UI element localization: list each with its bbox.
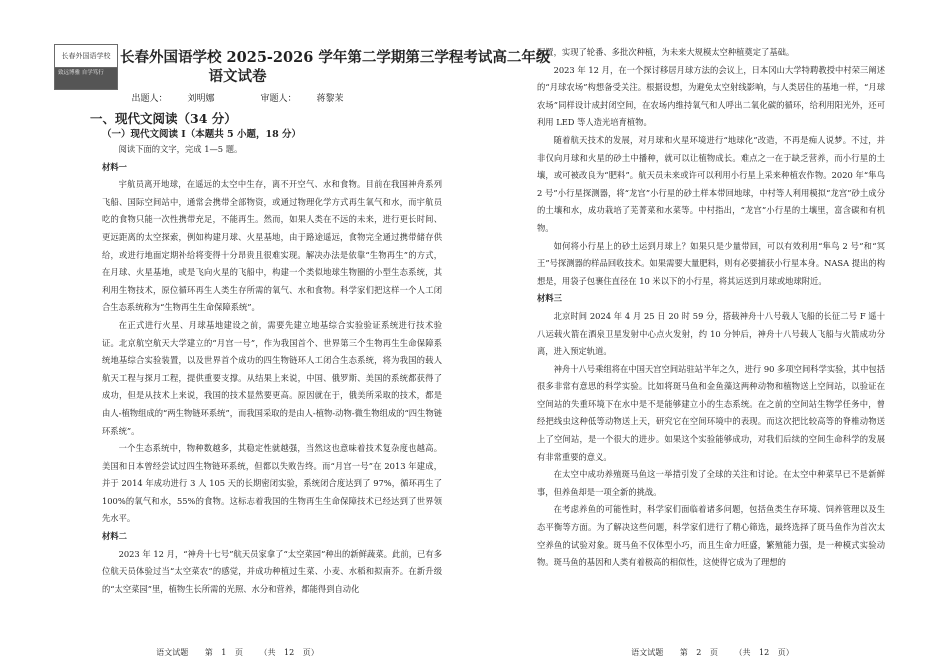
author-name: 刘明娜 xyxy=(187,94,215,104)
paragraph: 2023 年 12 月，在一个探讨移居月球方法的会议上，日本冈山大学特聘教授中村荣三阐述的“月球农场”构想备受关注。根据设想，为避免太空射线影响，与人类居住的基地一样，“月球农场”同样设计成封闭空间，在农场内维持氧气和人呼出二氧化碳的循环，给利用阳光外，还可利用 LED 等人造光培育植物。 xyxy=(537,64,885,128)
footer-total: （共 12 页） xyxy=(734,648,794,657)
footer-total: （共 12 页） xyxy=(259,648,319,657)
footer-subject: 语文试题 xyxy=(631,648,664,657)
paragraph: 如何将小行星上的砂土运到月球上？如果只是少量带回，可以有效利用“隼鸟 2 号”和“冥王”号探测器的样品回收技术。如果需要大量肥料，则有必要捕获小行星本身。NASA 提出的构想是，用袋子包裹住直径在 10 米以下的小行星，将其运送到月球或地球附近。 xyxy=(537,240,885,286)
material-heading: 材料三 xyxy=(537,293,562,304)
logo-text: 长春外国语学校 xyxy=(61,52,111,60)
material-heading: 材料二 xyxy=(102,531,127,542)
exam-subtitle: 语文试卷 xyxy=(208,68,267,85)
logo-subtext: 致远博雅 自学笃行 xyxy=(55,68,117,89)
footer-right xyxy=(475,647,950,658)
paragraph: 随着航天技术的发展，对月球和火星环境进行“地球化”改造，不再是痴人说梦。不过，并非仅向月球和火星的砂土中播种，就可以让植物成长。难点之一在于缺乏营养，而小行星的土壤，或可被改良为“肥料”。航天员未来或许可以利用小行星上采来种植农作物。2020 年“隼鸟 2 号”小行星探测器，将“龙宫”小行星的砂土样本带回地球，中村等人利用模拟“龙宫”砂土成分的土壤和水，成功栽培了芜菁菜和水菜等。中村指出，“龙宫”小行星的土壤里，富含碳和有机物。 xyxy=(537,134,885,233)
paragraph: 北京时间 2024 年 4 月 25 日 20 时 59 分，搭载神舟十八号载人飞船的长征二号 F 遥十八运载火箭在酒泉卫星发射中心点火发射，约 10 分钟后，神舟十八号载人飞船与火箭成功分离，进入预定轨道。 xyxy=(537,310,885,357)
subsection-heading: （一）现代文阅读 I（本题共 5 小题，18 分） xyxy=(102,129,302,140)
paragraph: 2023 年 12 月，“神舟十七号”航天员家拿了“太空菜园”种出的新鲜蔬菜。此前，已有多位航天员体验过当“太空菜农”的感觉，并成功种植过生菜、小麦、水稻和拟南芥。在新升级的“太空菜园”里，植物生长所需的光照、水分和营养，都能得到自动化 xyxy=(102,548,442,594)
page-right xyxy=(475,0,950,672)
section-heading: 一、现代文阅读（34 分） xyxy=(90,111,237,126)
left-column-text xyxy=(102,141,442,598)
right-column-text xyxy=(537,44,885,572)
paragraph: 阅读下面的文字，完成 1—5 题。 xyxy=(118,144,243,154)
paragraph: 宇航员离开地球，在遥远的太空中生存，离不开空气、水和食物。目前在我国神舟系列飞船、国际空间站中，通常会携带全部物资，或通过物理化学方式再生氧气和水，而宇航员吃的食物只能一次性携带充足，不能再生。然而，如果人类在不远的未来，进行更长时间、更远距离的太空探索，例如构建月球、火星基地，由于路途遥远，食物完全通过携带储存供给，或进行地面定期补给将变得十分昂贵且很难实现。解决办法是依靠“生物再生”的方式，在月球、火星基地，或是飞向火星的飞船中，构建一个类似地球生物圈的小型生态系统，其利用生物技术，原位循环再生人类生存所需的氧气、水和食物。科学家们把这样一个人工闭合生态系统称为“生物再生生命保障系统”。 xyxy=(102,179,442,313)
footer-page: 第 1 页 xyxy=(204,648,243,657)
exam-title: 长春外国语学校 2025-2026 学年第二学期第三学程考试高二年级 xyxy=(120,49,551,66)
paragraph: 在太空中成功养殖斑马鱼这一举措引发了全球的关注和讨论。在太空中种菜早已不是新鲜事，但养鱼却是一项全新的挑战。 xyxy=(537,469,885,497)
paragraph: 在考虑养鱼的可能性时，科学家们面临着诸多问题，包括鱼类生存环境、饲养管理以及生态平衡等方面。为了解决这些问题，科学家们进行了精心筛选，最终选择了斑马鱼作为首次太空养鱼的试验对象。斑马鱼不仅体型小巧，而且生命力旺盛，繁殖能力强，是一种模式实验动物。斑马鱼的基因和人类有着极高的相似性，这使得它成为了理想的 xyxy=(537,504,885,568)
material-heading: 材料一 xyxy=(102,161,127,172)
paragraph: 在正式进行火星、月球基地建设之前，需要先建立地基综合实验验证系统进行技术验证。北京航空航天大学建立的“月宫一号”，作为我国首个、世界第三个生物再生生命保障系统地基综合实验装置，以及世界首个成功的四生物链环人工闭合生态系统，将为我国的载人航天工程与探月工程，提供重要支撑。从结果上来说，中国、俄罗斯、美国的系统都获得了成功，但是从技术上来说，我国的技术显然要更高。原因就在于，俄美所采取的技术，都是由人-植物组成的“两生物链环系统”，而我国采取的是由人-植物-动物-微生物组成的“四生物链环系统”。 xyxy=(102,319,442,436)
footer-left xyxy=(0,647,475,658)
paragraph: 一个生态系统中，物种数越多，其稳定性就越强，当然这也意味着技术复杂度也越高。美国和日本曾经尝试过四生物链环系统，但都以失败告终。而“月宫一号”在 2013 年建成，并于 2014 年成功进行 3 人 105 天的长期密闭实验，系统闭合度达到了 97%，循环再生了 100%的氧气和水，55%的食物。这标志着我国的生物再生生命保障技术已经达到了世界领先水平。 xyxy=(102,443,442,524)
paragraph: 神舟十八号乘组将在中国天宫空间站驻站半年之久，进行 90 多项空间科学实验，其中包括很多非常有意思的科学实验。比如将斑马鱼和金鱼藻这两种动物和植物送上空间站，以验证在空间站的失重环境下在水中是不是能够建立小的生态系统。在之前的空间站生物学任务中，曾经把线虫这种低等动物送上天，研究它在空间环境中的表现。而这次把比较高等的脊椎动物送上了空间站，是一个很大的进步。如果这个实验能够成功，对我们后续的空间生命科学的发展有非常重要的意义。 xyxy=(537,363,885,462)
author-line xyxy=(0,91,475,104)
reviewer-label: 审题人： xyxy=(260,94,297,104)
author-label: 出题人： xyxy=(131,94,168,104)
paragraph: 配置，实现了轮番、多批次种植，为未来大规模太空种植奠定了基础。 xyxy=(537,47,795,57)
reviewer-name: 蒋黎茉 xyxy=(316,94,344,104)
footer-subject: 语文试题 xyxy=(156,648,189,657)
footer-page: 第 2 页 xyxy=(679,648,718,657)
